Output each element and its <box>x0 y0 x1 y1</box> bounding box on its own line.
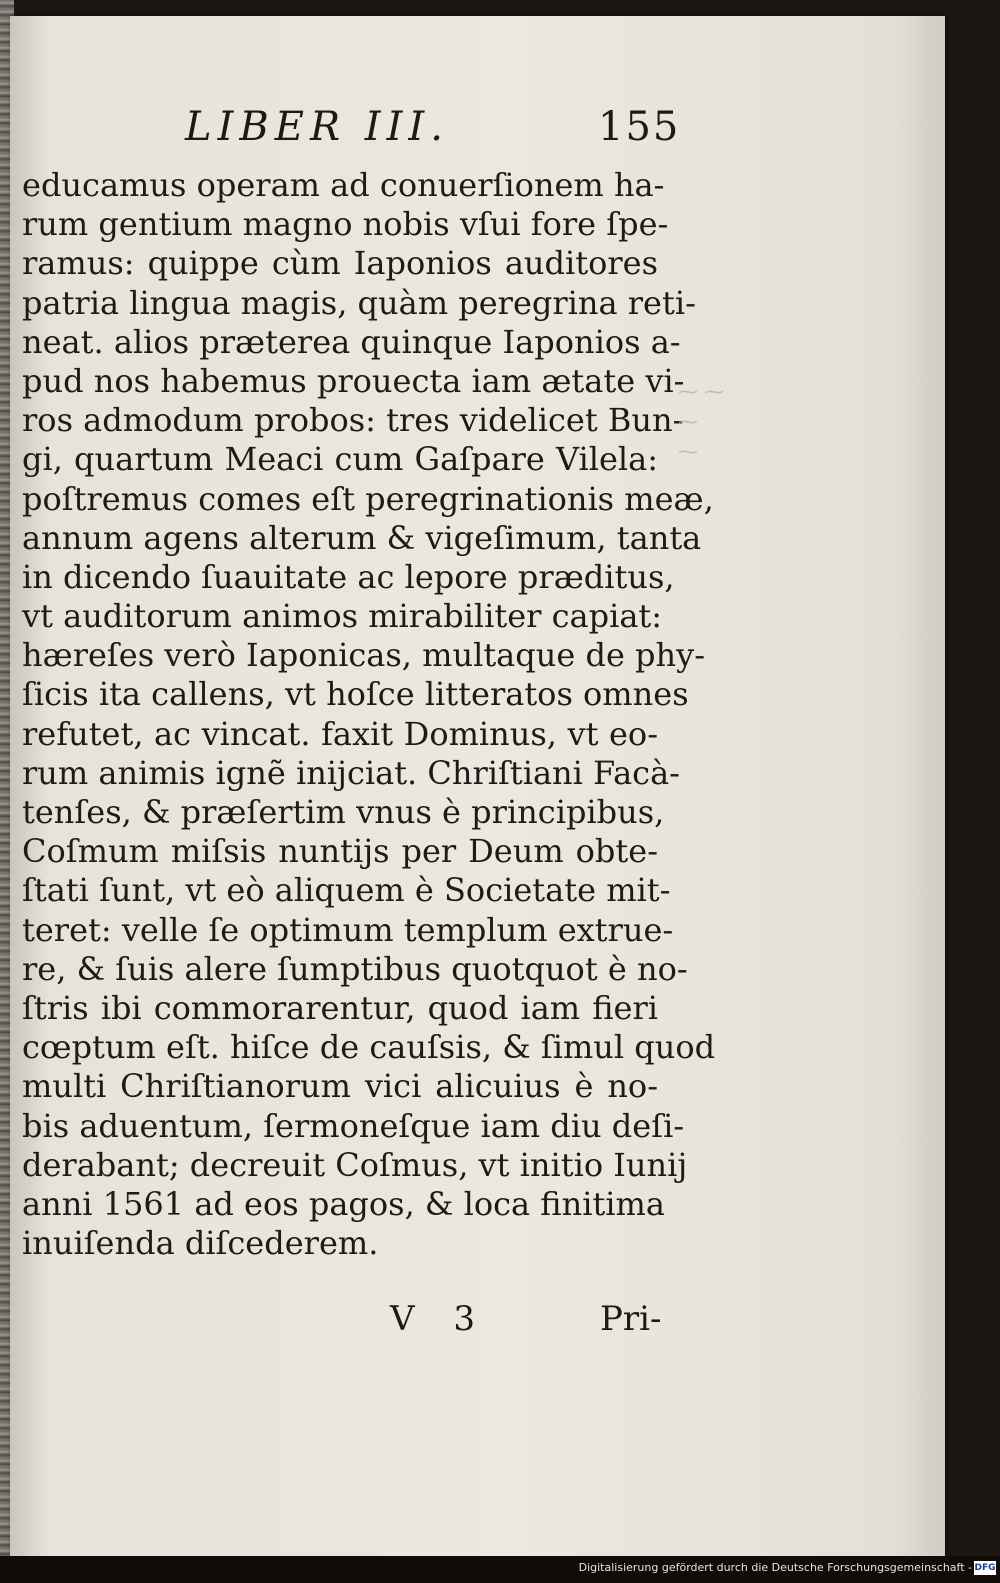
running-head <box>10 104 945 164</box>
text-line: ros admodum probos: tres videlicet Bun- <box>22 401 684 440</box>
text-line: gi, quartum Meaci cum Gaſpare Vilela: <box>22 440 658 479</box>
text-line: ramus: quippe cùm Iaponios auditores <box>22 244 658 283</box>
gathering-signature: V 3 <box>390 1299 489 1339</box>
book-page <box>10 16 945 1556</box>
text-line: teret: velle ſe optimum templum extrue- <box>22 910 674 949</box>
bleed-through-glyph: ⁓ <box>678 439 698 463</box>
bleed-through-glyph: ⁓ ⁓ <box>678 379 725 403</box>
dfg-logo: DFG <box>974 1563 996 1573</box>
running-title: LIBER III. <box>185 104 449 150</box>
text-line: cœptum eſt. hiſce de cauſsis, & ſimul quod <box>22 1028 716 1067</box>
bleed-through-glyph: ⁓ <box>678 409 698 433</box>
text-line: ſtati ſunt, vt eò aliquem è Societate mit- <box>22 871 671 910</box>
digitization-footer <box>0 1556 1000 1583</box>
text-line: ſtris ibi commorarentur, quod iam fieri <box>22 988 658 1027</box>
body-text <box>22 166 716 1263</box>
funding-credit: Digitalisierung gefördert durch die Deutsche Forschungsgemeinschaft - <box>578 1561 972 1574</box>
text-line: educamus operam ad conuerſionem ha- <box>22 166 665 204</box>
bleed-through-marginalia <box>678 376 838 466</box>
text-line: rum gentium magno nobis vſui fore ſpe- <box>22 205 669 244</box>
text-line: patria lingua magis, quàm peregrina reti- <box>22 283 696 322</box>
text-line: ſicis ita callens, vt hoſce litteratos omnes <box>22 675 689 714</box>
text-line: re, & ſuis alere ſumptibus quotquot è no- <box>22 949 688 988</box>
text-line: multi Chriſtianorum vici alicuius è no- <box>22 1067 658 1106</box>
text-line: bis aduentum, ſermoneſque iam diu deſi- <box>22 1106 685 1145</box>
text-line: derabant; decreuit Coſmus, vt initio Iunij <box>22 1145 688 1184</box>
text-line: poſtremus comes eſt peregrinationis meæ, <box>22 479 714 518</box>
text-line: hæreſes verò Iaponicas, multaque de phy- <box>22 636 706 675</box>
text-line: inuiſenda diſcederem. <box>22 1224 379 1263</box>
page-number: 155 <box>598 104 681 150</box>
text-line: Coſmum miſsis nuntijs per Deum obte- <box>22 832 658 871</box>
text-line: annum agens alterum & vigeſimum, tanta <box>22 518 702 557</box>
text-line: pud nos habemus prouecta iam ætate vi- <box>22 361 685 400</box>
text-line: anni 1561 ad eos pagos, & loca finitima <box>22 1184 665 1223</box>
text-line: neat. alios præterea quinque Iaponios a- <box>22 322 681 361</box>
catchword: Pri- <box>600 1299 662 1339</box>
text-line: in dicendo ſuauitate ac lepore præditus, <box>22 557 675 596</box>
text-line: tenſes, & præſertim vnus è principibus, <box>22 793 665 831</box>
text-line: refutet, ac vincat. faxit Dominus, vt eo- <box>22 714 658 753</box>
signature-line <box>10 1299 945 1349</box>
text-line: rum animis ignẽ inijciat. Chriſtiani Facà- <box>22 753 680 792</box>
text-line: vt auditorum animos mirabiliter capiat: <box>22 597 663 636</box>
